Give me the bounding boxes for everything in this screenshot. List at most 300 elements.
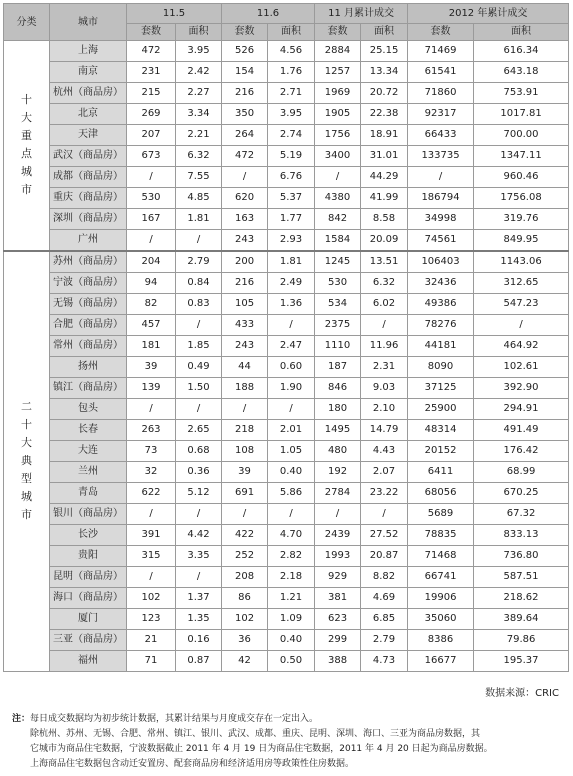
units-cell: 3400 bbox=[315, 146, 361, 167]
units-cell: 391 bbox=[127, 525, 176, 546]
area-cell: 1.05 bbox=[268, 441, 315, 462]
area-cell: 18.91 bbox=[361, 125, 408, 146]
units-cell: 673 bbox=[127, 146, 176, 167]
header-group: 2012 年累计成交 bbox=[408, 4, 569, 24]
area-cell: 4.43 bbox=[361, 441, 408, 462]
city-cell: 海口（商品房） bbox=[50, 588, 127, 609]
units-cell: 186794 bbox=[408, 188, 474, 209]
area-cell: 13.51 bbox=[361, 251, 408, 273]
units-cell: 36 bbox=[222, 630, 268, 651]
units-cell: 691 bbox=[222, 483, 268, 504]
area-cell: 0.68 bbox=[176, 441, 222, 462]
units-cell: 1245 bbox=[315, 251, 361, 273]
units-cell: 35060 bbox=[408, 609, 474, 630]
area-cell: 700.00 bbox=[474, 125, 569, 146]
units-cell: 21 bbox=[127, 630, 176, 651]
header-sub: 套数 bbox=[127, 24, 176, 41]
footnote-line: 它城市为商品住宅数据，宁波数据截止 2011 年 4 月 19 日为商品住宅数据，2011 年 4 月 20 日起为商品房数据。 bbox=[30, 744, 493, 754]
units-cell: 16677 bbox=[408, 651, 474, 672]
units-cell: / bbox=[127, 167, 176, 188]
area-cell: 2.42 bbox=[176, 62, 222, 83]
area-cell: 2.74 bbox=[268, 125, 315, 146]
units-cell: 8386 bbox=[408, 630, 474, 651]
units-cell: 73 bbox=[127, 441, 176, 462]
city-cell: 银川（商品房） bbox=[50, 504, 127, 525]
area-cell: 2.93 bbox=[268, 230, 315, 252]
area-cell: / bbox=[268, 399, 315, 420]
units-cell: 37125 bbox=[408, 378, 474, 399]
area-cell: 6.32 bbox=[361, 273, 408, 294]
units-cell: 381 bbox=[315, 588, 361, 609]
area-cell: 1.77 bbox=[268, 209, 315, 230]
area-cell: 312.65 bbox=[474, 273, 569, 294]
area-cell: 1.90 bbox=[268, 378, 315, 399]
units-cell: 620 bbox=[222, 188, 268, 209]
data-table bbox=[3, 3, 569, 672]
city-cell: 昆明（商品房） bbox=[50, 567, 127, 588]
area-cell: 2.71 bbox=[268, 83, 315, 104]
area-cell: 3.95 bbox=[176, 41, 222, 62]
area-cell: 8.58 bbox=[361, 209, 408, 230]
area-cell: 41.99 bbox=[361, 188, 408, 209]
units-cell: 139 bbox=[127, 378, 176, 399]
area-cell: 14.79 bbox=[361, 420, 408, 441]
units-cell: 61541 bbox=[408, 62, 474, 83]
units-cell: 6411 bbox=[408, 462, 474, 483]
table-row bbox=[4, 62, 569, 83]
units-cell: 106403 bbox=[408, 251, 474, 273]
city-cell: 重庆（商品房） bbox=[50, 188, 127, 209]
area-cell: 2.79 bbox=[361, 630, 408, 651]
area-cell: 5.12 bbox=[176, 483, 222, 504]
units-cell: 216 bbox=[222, 83, 268, 104]
area-cell: 102.61 bbox=[474, 357, 569, 378]
units-cell: 71469 bbox=[408, 41, 474, 62]
table-row bbox=[4, 315, 569, 336]
units-cell: 44181 bbox=[408, 336, 474, 357]
area-cell: 1017.81 bbox=[474, 104, 569, 125]
category-label: 十大重点城市 bbox=[21, 93, 32, 196]
city-cell: 兰州 bbox=[50, 462, 127, 483]
header-group: 11.6 bbox=[222, 4, 315, 24]
area-cell: / bbox=[361, 315, 408, 336]
table-row bbox=[4, 294, 569, 315]
city-cell: 成都（商品房） bbox=[50, 167, 127, 188]
city-cell: 常州（商品房） bbox=[50, 336, 127, 357]
units-cell: 39 bbox=[222, 462, 268, 483]
area-cell: 6.85 bbox=[361, 609, 408, 630]
city-cell: 福州 bbox=[50, 651, 127, 672]
table-body bbox=[4, 41, 569, 672]
city-cell: 扬州 bbox=[50, 357, 127, 378]
units-cell: 1110 bbox=[315, 336, 361, 357]
area-cell: 20.72 bbox=[361, 83, 408, 104]
table-row bbox=[4, 251, 569, 273]
units-cell: 623 bbox=[315, 609, 361, 630]
area-cell: 0.40 bbox=[268, 462, 315, 483]
table-row bbox=[4, 504, 569, 525]
header-sub: 面积 bbox=[176, 24, 222, 41]
area-cell: 670.25 bbox=[474, 483, 569, 504]
units-cell: 66433 bbox=[408, 125, 474, 146]
area-cell: 0.60 bbox=[268, 357, 315, 378]
table-row bbox=[4, 588, 569, 609]
table-row bbox=[4, 146, 569, 167]
units-cell: 154 bbox=[222, 62, 268, 83]
header-group: 11.5 bbox=[127, 4, 222, 24]
city-cell: 苏州（商品房） bbox=[50, 251, 127, 273]
city-cell: 无锡（商品房） bbox=[50, 294, 127, 315]
table-row bbox=[4, 167, 569, 188]
units-cell: 92317 bbox=[408, 104, 474, 125]
units-cell: 1756 bbox=[315, 125, 361, 146]
area-cell: / bbox=[176, 504, 222, 525]
area-cell: 11.96 bbox=[361, 336, 408, 357]
units-cell: 71860 bbox=[408, 83, 474, 104]
table-row bbox=[4, 609, 569, 630]
area-cell: 1.35 bbox=[176, 609, 222, 630]
units-cell: 32436 bbox=[408, 273, 474, 294]
units-cell: 82 bbox=[127, 294, 176, 315]
city-cell: 合肥（商品房） bbox=[50, 315, 127, 336]
units-cell: 44 bbox=[222, 357, 268, 378]
units-cell: 846 bbox=[315, 378, 361, 399]
city-cell: 宁波（商品房） bbox=[50, 273, 127, 294]
area-cell: 68.99 bbox=[474, 462, 569, 483]
city-cell: 天津 bbox=[50, 125, 127, 146]
units-cell: / bbox=[222, 504, 268, 525]
units-cell: 433 bbox=[222, 315, 268, 336]
units-cell: 1905 bbox=[315, 104, 361, 125]
table-row bbox=[4, 546, 569, 567]
units-cell: 102 bbox=[222, 609, 268, 630]
area-cell: 1756.08 bbox=[474, 188, 569, 209]
units-cell: 2784 bbox=[315, 483, 361, 504]
table-row bbox=[4, 125, 569, 146]
units-cell: 842 bbox=[315, 209, 361, 230]
area-cell: 849.95 bbox=[474, 230, 569, 252]
units-cell: 25900 bbox=[408, 399, 474, 420]
units-cell: / bbox=[315, 167, 361, 188]
city-cell: 厦门 bbox=[50, 609, 127, 630]
category-cell bbox=[4, 41, 50, 252]
area-cell: 960.46 bbox=[474, 167, 569, 188]
table-row bbox=[4, 209, 569, 230]
area-cell: 547.23 bbox=[474, 294, 569, 315]
city-cell: 贵阳 bbox=[50, 546, 127, 567]
units-cell: 102 bbox=[127, 588, 176, 609]
area-cell: 218.62 bbox=[474, 588, 569, 609]
units-cell: 108 bbox=[222, 441, 268, 462]
units-cell: 167 bbox=[127, 209, 176, 230]
units-cell: / bbox=[127, 504, 176, 525]
units-cell: 457 bbox=[127, 315, 176, 336]
units-cell: 187 bbox=[315, 357, 361, 378]
units-cell: 94 bbox=[127, 273, 176, 294]
area-cell: 0.36 bbox=[176, 462, 222, 483]
units-cell: 1584 bbox=[315, 230, 361, 252]
area-cell: 6.32 bbox=[176, 146, 222, 167]
area-cell: 2.47 bbox=[268, 336, 315, 357]
city-cell: 杭州（商品房） bbox=[50, 83, 127, 104]
units-cell: / bbox=[315, 504, 361, 525]
table-row bbox=[4, 336, 569, 357]
table-header bbox=[4, 4, 569, 41]
units-cell: 350 bbox=[222, 104, 268, 125]
header-sub: 套数 bbox=[222, 24, 268, 41]
units-cell: / bbox=[408, 167, 474, 188]
area-cell: 6.02 bbox=[361, 294, 408, 315]
area-cell: 8.82 bbox=[361, 567, 408, 588]
units-cell: 243 bbox=[222, 230, 268, 252]
area-cell: 753.91 bbox=[474, 83, 569, 104]
area-cell: 736.80 bbox=[474, 546, 569, 567]
header-sub: 面积 bbox=[268, 24, 315, 41]
table-row bbox=[4, 41, 569, 62]
units-cell: 263 bbox=[127, 420, 176, 441]
area-cell: 833.13 bbox=[474, 525, 569, 546]
area-cell: 20.09 bbox=[361, 230, 408, 252]
area-cell: 4.73 bbox=[361, 651, 408, 672]
header-city: 城市 bbox=[50, 4, 127, 41]
area-cell: 25.15 bbox=[361, 41, 408, 62]
units-cell: 200 bbox=[222, 251, 268, 273]
area-cell: 0.50 bbox=[268, 651, 315, 672]
area-cell: 44.29 bbox=[361, 167, 408, 188]
units-cell: 71 bbox=[127, 651, 176, 672]
units-cell: 8090 bbox=[408, 357, 474, 378]
city-cell: 长春 bbox=[50, 420, 127, 441]
area-cell: 1.81 bbox=[176, 209, 222, 230]
units-cell: 530 bbox=[315, 273, 361, 294]
units-cell: 252 bbox=[222, 546, 268, 567]
units-cell: / bbox=[127, 230, 176, 252]
table-row bbox=[4, 378, 569, 399]
area-cell: 5.86 bbox=[268, 483, 315, 504]
area-cell: / bbox=[176, 315, 222, 336]
units-cell: 74561 bbox=[408, 230, 474, 252]
units-cell: 2375 bbox=[315, 315, 361, 336]
area-cell: 2.07 bbox=[361, 462, 408, 483]
area-cell: 0.49 bbox=[176, 357, 222, 378]
footnote-label: 注： bbox=[12, 714, 31, 724]
units-cell: 48314 bbox=[408, 420, 474, 441]
units-cell: 480 bbox=[315, 441, 361, 462]
header-sub: 套数 bbox=[315, 24, 361, 41]
area-cell: 2.18 bbox=[268, 567, 315, 588]
footnote-line: 每日成交数据均为初步统计数据，其累计结果与月度成交存在一定出入。 bbox=[30, 714, 319, 724]
units-cell: 215 bbox=[127, 83, 176, 104]
units-cell: 472 bbox=[127, 41, 176, 62]
header-group: 11 月累计成交 bbox=[315, 4, 408, 24]
units-cell: 269 bbox=[127, 104, 176, 125]
area-cell: 13.34 bbox=[361, 62, 408, 83]
area-cell: 0.16 bbox=[176, 630, 222, 651]
area-cell: 5.37 bbox=[268, 188, 315, 209]
area-cell: 20.87 bbox=[361, 546, 408, 567]
units-cell: 42 bbox=[222, 651, 268, 672]
area-cell: 6.76 bbox=[268, 167, 315, 188]
table-row bbox=[4, 630, 569, 651]
area-cell: / bbox=[176, 567, 222, 588]
area-cell: 3.95 bbox=[268, 104, 315, 125]
data-source: 数据来源：CRIC bbox=[485, 688, 559, 699]
table-row bbox=[4, 83, 569, 104]
city-cell: 广州 bbox=[50, 230, 127, 252]
units-cell: 180 bbox=[315, 399, 361, 420]
units-cell: 78276 bbox=[408, 315, 474, 336]
units-cell: 204 bbox=[127, 251, 176, 273]
area-cell: 491.49 bbox=[474, 420, 569, 441]
area-cell: / bbox=[176, 230, 222, 252]
units-cell: 181 bbox=[127, 336, 176, 357]
city-cell: 南京 bbox=[50, 62, 127, 83]
area-cell: 5.19 bbox=[268, 146, 315, 167]
units-cell: 526 bbox=[222, 41, 268, 62]
area-cell: 1143.06 bbox=[474, 251, 569, 273]
header-sub: 套数 bbox=[408, 24, 474, 41]
area-cell: 392.90 bbox=[474, 378, 569, 399]
units-cell: 1495 bbox=[315, 420, 361, 441]
footnote bbox=[12, 712, 550, 772]
area-cell: 2.27 bbox=[176, 83, 222, 104]
units-cell: 2439 bbox=[315, 525, 361, 546]
table-row bbox=[4, 567, 569, 588]
footnote-line: 上海商品住宅数据包含动迁安置房、配套商品房和经济适用房等政策性住房数据。 bbox=[30, 759, 355, 769]
area-cell: 1.81 bbox=[268, 251, 315, 273]
units-cell: 388 bbox=[315, 651, 361, 672]
units-cell: 192 bbox=[315, 462, 361, 483]
units-cell: 534 bbox=[315, 294, 361, 315]
units-cell: 133735 bbox=[408, 146, 474, 167]
units-cell: 71468 bbox=[408, 546, 474, 567]
units-cell: 34998 bbox=[408, 209, 474, 230]
area-cell: 294.91 bbox=[474, 399, 569, 420]
units-cell: 39 bbox=[127, 357, 176, 378]
area-cell: 2.49 bbox=[268, 273, 315, 294]
table-row bbox=[4, 462, 569, 483]
area-cell: 2.79 bbox=[176, 251, 222, 273]
area-cell: 31.01 bbox=[361, 146, 408, 167]
table-row bbox=[4, 273, 569, 294]
area-cell: 1.09 bbox=[268, 609, 315, 630]
units-cell: / bbox=[127, 567, 176, 588]
area-cell: 2.65 bbox=[176, 420, 222, 441]
table-row bbox=[4, 651, 569, 672]
area-cell: 0.40 bbox=[268, 630, 315, 651]
units-cell: 530 bbox=[127, 188, 176, 209]
area-cell: 7.55 bbox=[176, 167, 222, 188]
units-cell: 315 bbox=[127, 546, 176, 567]
area-cell: 1.37 bbox=[176, 588, 222, 609]
area-cell: 195.37 bbox=[474, 651, 569, 672]
units-cell: 66741 bbox=[408, 567, 474, 588]
table-row bbox=[4, 230, 569, 252]
city-cell: 三亚（商品房） bbox=[50, 630, 127, 651]
units-cell: 19906 bbox=[408, 588, 474, 609]
table-row bbox=[4, 399, 569, 420]
units-cell: 243 bbox=[222, 336, 268, 357]
area-cell: 9.03 bbox=[361, 378, 408, 399]
header-sub: 面积 bbox=[474, 24, 569, 41]
units-cell: / bbox=[222, 167, 268, 188]
area-cell: 4.85 bbox=[176, 188, 222, 209]
area-cell: 4.56 bbox=[268, 41, 315, 62]
area-cell: / bbox=[268, 315, 315, 336]
area-cell: 2.21 bbox=[176, 125, 222, 146]
city-cell: 长沙 bbox=[50, 525, 127, 546]
city-cell: 青岛 bbox=[50, 483, 127, 504]
units-cell: 231 bbox=[127, 62, 176, 83]
units-cell: 208 bbox=[222, 567, 268, 588]
area-cell: 464.92 bbox=[474, 336, 569, 357]
units-cell: 1993 bbox=[315, 546, 361, 567]
area-cell: 616.34 bbox=[474, 41, 569, 62]
header-category: 分类 bbox=[4, 4, 50, 41]
units-cell: 1969 bbox=[315, 83, 361, 104]
area-cell: 176.42 bbox=[474, 441, 569, 462]
area-cell: 1.50 bbox=[176, 378, 222, 399]
units-cell: 163 bbox=[222, 209, 268, 230]
area-cell: 2.82 bbox=[268, 546, 315, 567]
area-cell: 2.31 bbox=[361, 357, 408, 378]
city-cell: 镇江（商品房） bbox=[50, 378, 127, 399]
city-cell: 包头 bbox=[50, 399, 127, 420]
area-cell: 4.69 bbox=[361, 588, 408, 609]
units-cell: 78835 bbox=[408, 525, 474, 546]
units-cell: 299 bbox=[315, 630, 361, 651]
area-cell: / bbox=[268, 504, 315, 525]
table-row bbox=[4, 104, 569, 125]
units-cell: 216 bbox=[222, 273, 268, 294]
area-cell: 1.85 bbox=[176, 336, 222, 357]
category-label: 二十大典型城市 bbox=[21, 400, 32, 521]
area-cell: 1.21 bbox=[268, 588, 315, 609]
units-cell: 1257 bbox=[315, 62, 361, 83]
area-cell: 4.70 bbox=[268, 525, 315, 546]
area-cell: 0.83 bbox=[176, 294, 222, 315]
units-cell: 472 bbox=[222, 146, 268, 167]
units-cell: 20152 bbox=[408, 441, 474, 462]
table-row bbox=[4, 441, 569, 462]
area-cell: 23.22 bbox=[361, 483, 408, 504]
units-cell: 105 bbox=[222, 294, 268, 315]
units-cell: 4380 bbox=[315, 188, 361, 209]
units-cell: 218 bbox=[222, 420, 268, 441]
area-cell: 1.36 bbox=[268, 294, 315, 315]
area-cell: 587.51 bbox=[474, 567, 569, 588]
area-cell: / bbox=[474, 315, 569, 336]
area-cell: / bbox=[176, 399, 222, 420]
footnote-line: 除杭州、苏州、无锡、合肥、常州、镇江、银川、武汉、成都、重庆、昆明、深圳、海口、三亚为商品房数据，其 bbox=[30, 729, 481, 739]
area-cell: 79.86 bbox=[474, 630, 569, 651]
area-cell: 67.32 bbox=[474, 504, 569, 525]
units-cell: 2884 bbox=[315, 41, 361, 62]
area-cell: 0.87 bbox=[176, 651, 222, 672]
category-cell bbox=[4, 251, 50, 672]
units-cell: 5689 bbox=[408, 504, 474, 525]
header-sub: 面积 bbox=[361, 24, 408, 41]
table-row bbox=[4, 483, 569, 504]
units-cell: 422 bbox=[222, 525, 268, 546]
units-cell: 264 bbox=[222, 125, 268, 146]
units-cell: / bbox=[127, 399, 176, 420]
table-row bbox=[4, 188, 569, 209]
area-cell: / bbox=[361, 504, 408, 525]
table-row bbox=[4, 420, 569, 441]
units-cell: 929 bbox=[315, 567, 361, 588]
units-cell: 49386 bbox=[408, 294, 474, 315]
